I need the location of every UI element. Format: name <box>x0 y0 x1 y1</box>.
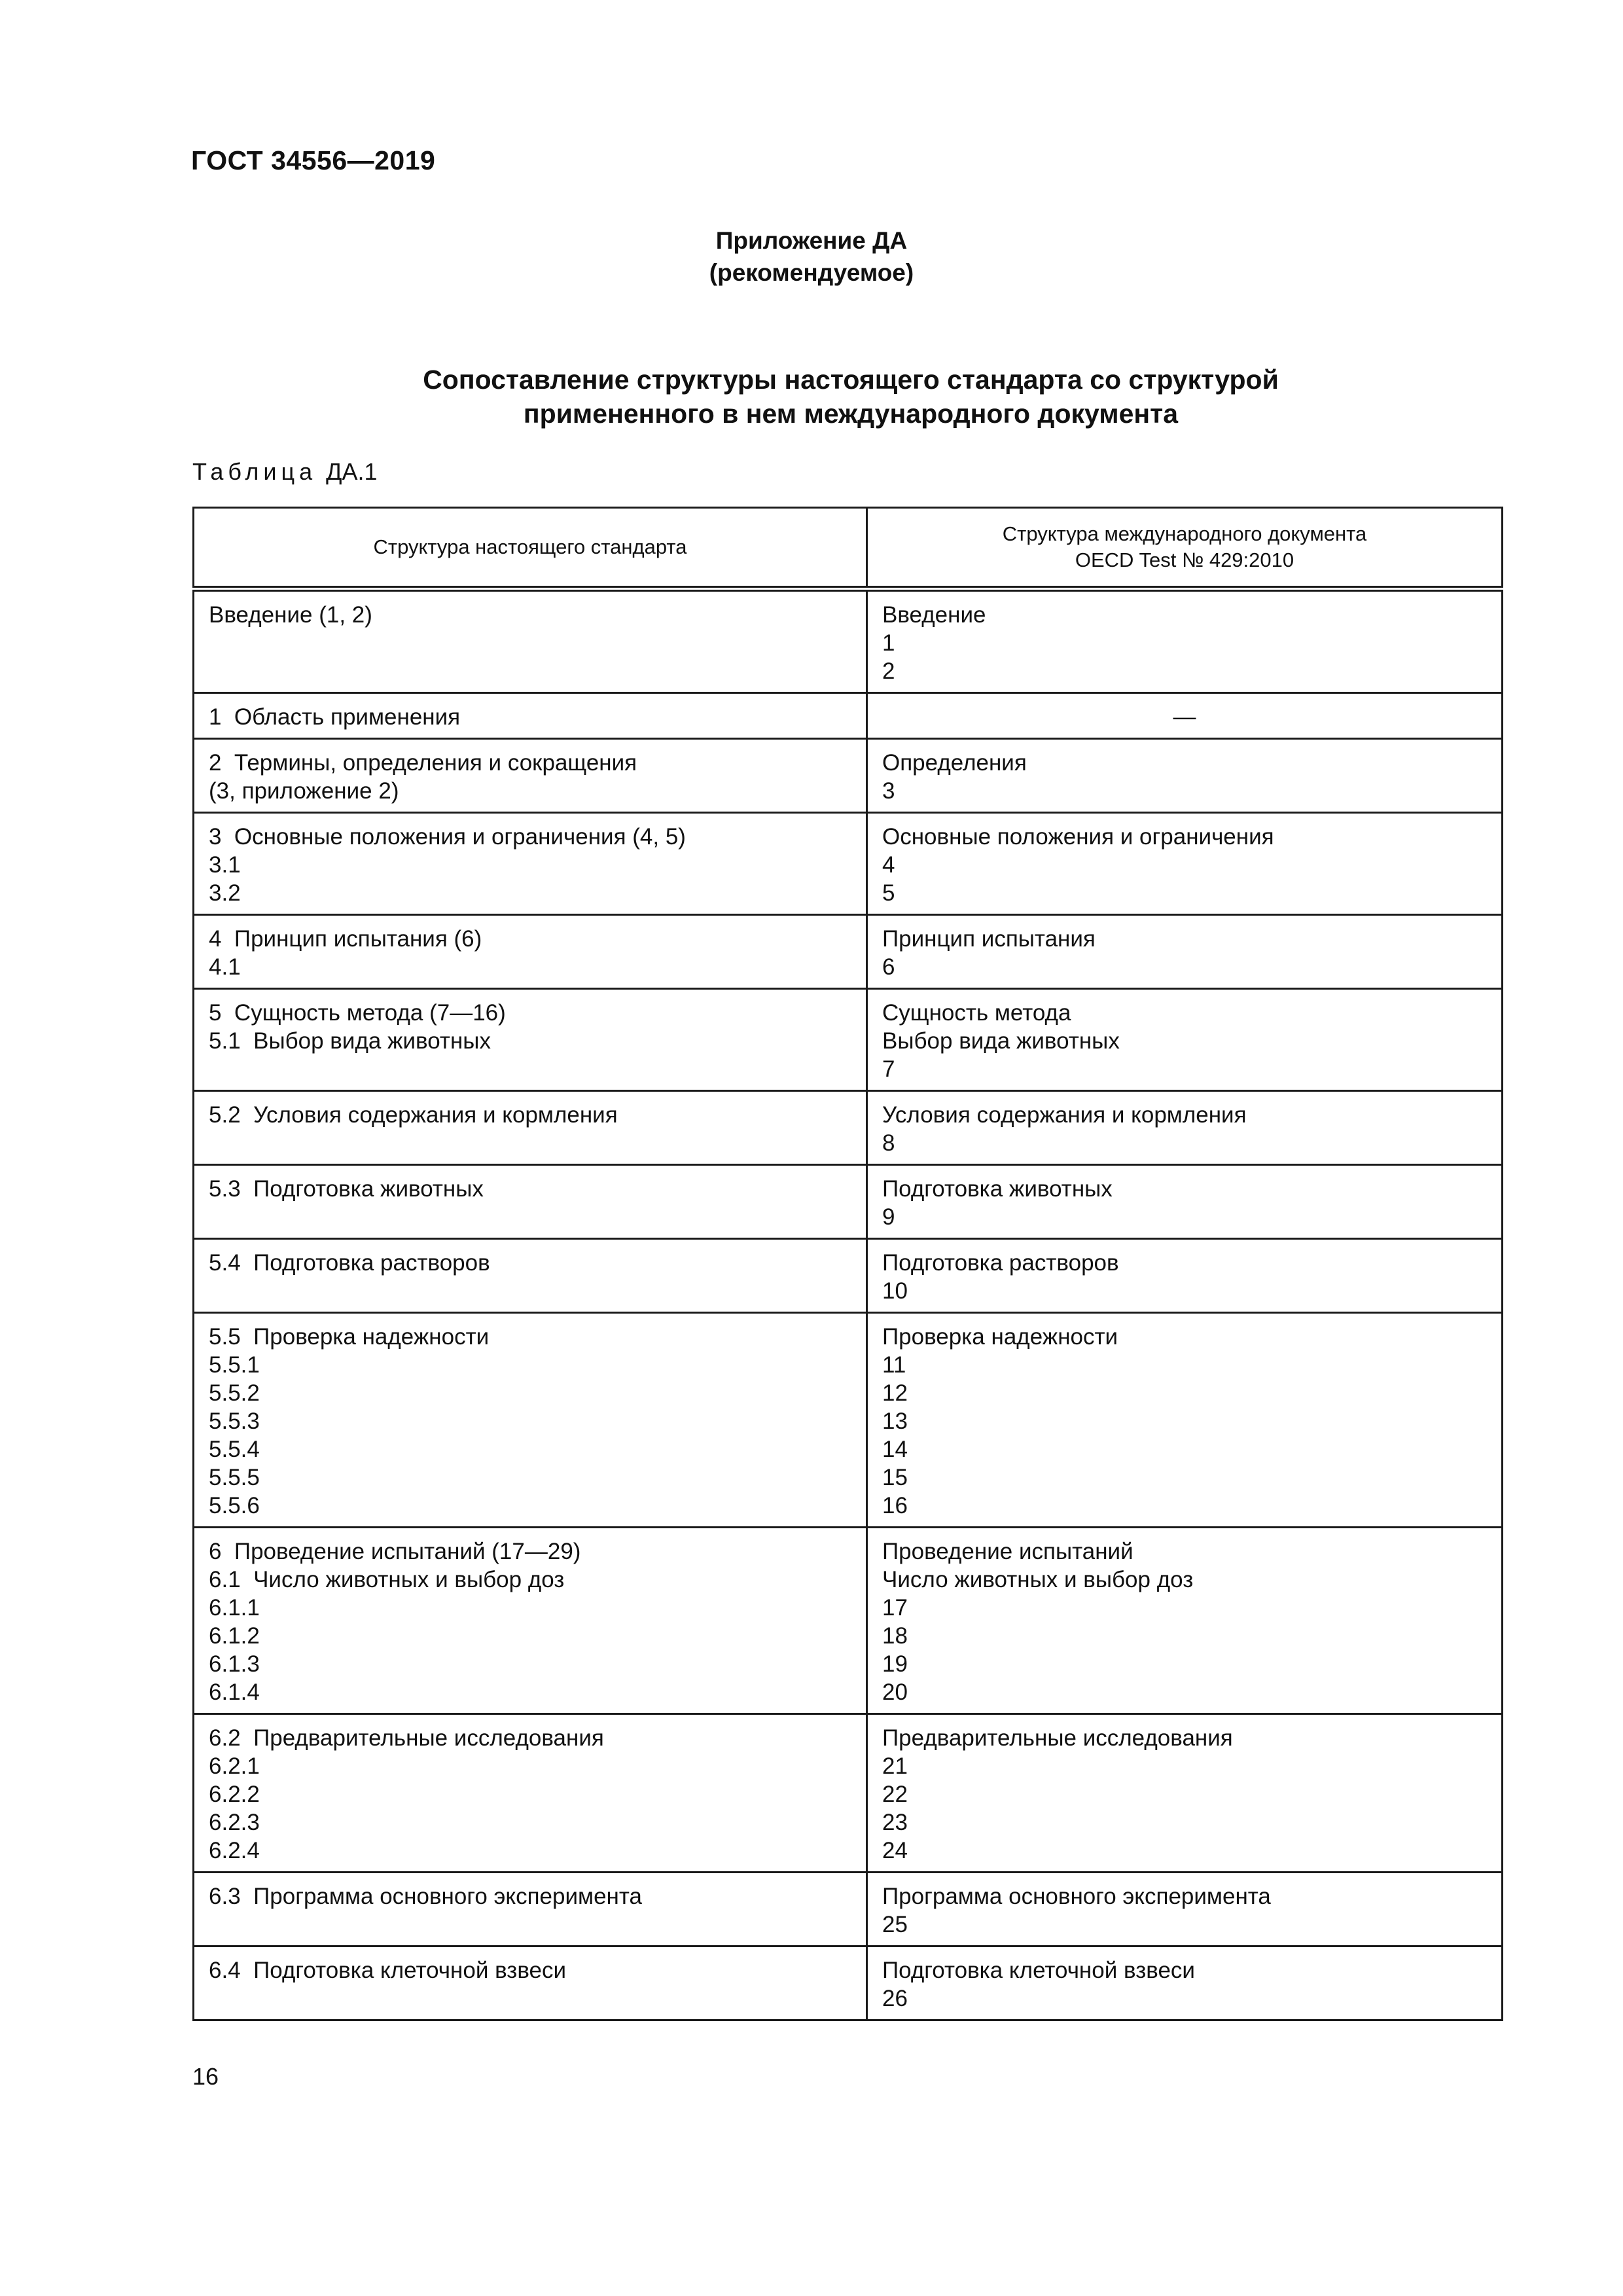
cell-standard-structure <box>194 1714 867 1873</box>
cell-standard-structure <box>194 1313 867 1528</box>
cell-line: Основные положения и ограничения <box>882 824 1274 850</box>
cell-line: 6.2.1 <box>209 1753 260 1779</box>
cell-international-structure <box>867 1313 1503 1528</box>
cell-line: 3.1 <box>209 852 241 878</box>
cell-line: 6.2 Предварительные исследования <box>209 1725 604 1751</box>
cell-international-structure <box>867 989 1503 1091</box>
cell-line: 4 <box>882 852 895 878</box>
cell-line: Предварительные исследования <box>882 1725 1233 1751</box>
cell-line: 6.2.2 <box>209 1782 260 1807</box>
cell-line: 1 Область применения <box>209 704 461 730</box>
cell-line: 19 <box>882 1651 908 1677</box>
comparison-table <box>192 507 1503 2021</box>
cell-line: 6.1.1 <box>209 1595 260 1621</box>
cell-international-structure <box>867 1528 1503 1714</box>
cell-line: 13 <box>882 1408 908 1434</box>
cell-line: (3, приложение 2) <box>209 778 399 804</box>
cell-line: 5.5.6 <box>209 1493 260 1518</box>
cell-line: 16 <box>882 1493 908 1518</box>
cell-standard-structure <box>194 915 867 989</box>
cell-line: Проведение испытаний <box>882 1539 1133 1564</box>
table-row <box>194 1091 1503 1165</box>
cell-line: 6.3 Программа основного эксперимента <box>209 1884 642 1909</box>
cell-line: 7 <box>882 1056 895 1082</box>
cell-line: 6.1.3 <box>209 1651 260 1677</box>
cell-line: Число животных и выбор доз <box>882 1567 1194 1592</box>
cell-line: 2 <box>882 658 895 684</box>
cell-international-structure <box>867 813 1503 915</box>
cell-line: 23 <box>882 1810 908 1835</box>
cell-line: 18 <box>882 1623 908 1649</box>
column-header-standard-label: Структура настоящего стандарта <box>373 535 687 558</box>
cell-line: 20 <box>882 1679 908 1705</box>
cell-line: 3.2 <box>209 880 241 906</box>
cell-line: 5 <box>882 880 895 906</box>
cell-standard-structure <box>194 989 867 1091</box>
cell-line: 6.1.2 <box>209 1623 260 1649</box>
cell-line: 8 <box>882 1130 895 1156</box>
appendix-status: (рекомендуемое) <box>709 259 914 286</box>
cell-line: 6 Проведение испытаний (17—29) <box>209 1539 581 1564</box>
cell-line: — <box>1173 704 1196 730</box>
column-header-international <box>867 508 1503 589</box>
cell-line: 5.5.1 <box>209 1352 260 1378</box>
cell-line: 10 <box>882 1278 908 1304</box>
cell-line: 5.4 Подготовка растворов <box>209 1250 490 1276</box>
table-row <box>194 1313 1503 1528</box>
cell-international-structure <box>867 915 1503 989</box>
table-row <box>194 589 1503 693</box>
table-row <box>194 1873 1503 1946</box>
cell-line: 3 <box>882 778 895 804</box>
table-row <box>194 813 1503 915</box>
cell-standard-structure <box>194 1946 867 2020</box>
cell-line: Выбор вида животных <box>882 1028 1120 1054</box>
cell-line: 2 Термины, определения и сокращения <box>209 750 637 776</box>
table-caption <box>192 458 378 486</box>
cell-line: 5.1 Выбор вида животных <box>209 1028 491 1054</box>
column-header-international-line-2: OECD Test № 429:2010 <box>1075 548 1294 571</box>
cell-international-structure <box>867 1714 1503 1873</box>
cell-line: Определения <box>882 750 1027 776</box>
table-row <box>194 1946 1503 2020</box>
cell-line: 3 Основные положения и ограничения (4, 5) <box>209 824 686 850</box>
cell-line: 9 <box>882 1204 895 1230</box>
cell-line: 4 Принцип испытания (6) <box>209 926 482 952</box>
cell-standard-structure <box>194 1239 867 1313</box>
cell-line: 11 <box>882 1352 906 1378</box>
cell-line: 5.2 Условия содержания и кормления <box>209 1102 618 1128</box>
table-row <box>194 693 1503 739</box>
cell-international-structure <box>867 739 1503 813</box>
cell-standard-structure <box>194 1165 867 1239</box>
cell-line: Введение (1, 2) <box>209 602 372 628</box>
cell-line: 26 <box>882 1986 908 2011</box>
document-code: ГОСТ 34556—2019 <box>191 145 436 175</box>
cell-line: Подготовка животных <box>882 1176 1113 1202</box>
cell-line: Подготовка растворов <box>882 1250 1119 1276</box>
cell-line: Условия содержания и кормления <box>882 1102 1247 1128</box>
cell-line: 4.1 <box>209 954 241 980</box>
cell-line: Принцип испытания <box>882 926 1096 952</box>
column-header-standard <box>194 508 867 589</box>
table-row <box>194 1239 1503 1313</box>
cell-international-structure <box>867 693 1503 739</box>
table-row <box>194 1165 1503 1239</box>
table-body <box>194 589 1503 2020</box>
cell-line: 24 <box>882 1838 908 1863</box>
cell-standard-structure <box>194 693 867 739</box>
cell-standard-structure <box>194 589 867 693</box>
cell-line: 6.1 Число животных и выбор доз <box>209 1567 565 1592</box>
table-row <box>194 915 1503 989</box>
cell-line: Сущность метода <box>882 1000 1071 1026</box>
cell-international-structure <box>867 1946 1503 2020</box>
cell-international-structure <box>867 1239 1503 1313</box>
appendix-title: Приложение ДА <box>715 227 908 254</box>
cell-line: Проверка надежности <box>882 1324 1118 1350</box>
cell-line: 5.5.4 <box>209 1437 260 1462</box>
cell-line: 15 <box>882 1465 908 1490</box>
cell-line: Подготовка клеточной взвеси <box>882 1958 1195 1983</box>
table-row <box>194 1714 1503 1873</box>
cell-international-structure <box>867 1091 1503 1165</box>
cell-line: 5.5.3 <box>209 1408 260 1434</box>
section-heading-line-2: примененного в нем международного документа <box>523 399 1179 429</box>
cell-standard-structure <box>194 813 867 915</box>
cell-line: 12 <box>882 1380 908 1406</box>
cell-line: 6.2.4 <box>209 1838 260 1863</box>
cell-line: 5.5.2 <box>209 1380 260 1406</box>
table-header-row <box>194 508 1503 589</box>
cell-international-structure <box>867 589 1503 693</box>
cell-line: 22 <box>882 1782 908 1807</box>
cell-line: 21 <box>882 1753 908 1779</box>
cell-line: 6.4 Подготовка клеточной взвеси <box>209 1958 567 1983</box>
cell-line: 1 <box>882 630 895 656</box>
cell-international-structure <box>867 1165 1503 1239</box>
cell-line: 5.3 Подготовка животных <box>209 1176 484 1202</box>
cell-line: 14 <box>882 1437 908 1462</box>
section-heading-line-1: Сопоставление структуры настоящего стандарта со структурой <box>423 365 1279 395</box>
column-header-international-line-1: Структура международного документа <box>1002 522 1367 545</box>
table-row <box>194 1528 1503 1714</box>
cell-line: 6.2.3 <box>209 1810 260 1835</box>
cell-line: 25 <box>882 1912 908 1937</box>
cell-line: 6.1.4 <box>209 1679 260 1705</box>
table-caption-number: ДА.1 <box>326 458 378 485</box>
cell-line: 6 <box>882 954 895 980</box>
cell-line: 17 <box>882 1595 908 1621</box>
page-number: 16 <box>192 2063 219 2090</box>
cell-standard-structure <box>194 1091 867 1165</box>
table-row <box>194 989 1503 1091</box>
cell-standard-structure <box>194 1528 867 1714</box>
cell-line: 5 Сущность метода (7—16) <box>209 1000 506 1026</box>
cell-standard-structure <box>194 739 867 813</box>
cell-standard-structure <box>194 1873 867 1946</box>
cell-line: Программа основного эксперимента <box>882 1884 1271 1909</box>
cell-line: Введение <box>882 602 986 628</box>
cell-international-structure <box>867 1873 1503 1946</box>
table-row <box>194 739 1503 813</box>
cell-line: 5.5.5 <box>209 1465 260 1490</box>
table-caption-word: Таблица <box>192 458 317 485</box>
cell-line: 5.5 Проверка надежности <box>209 1324 490 1350</box>
